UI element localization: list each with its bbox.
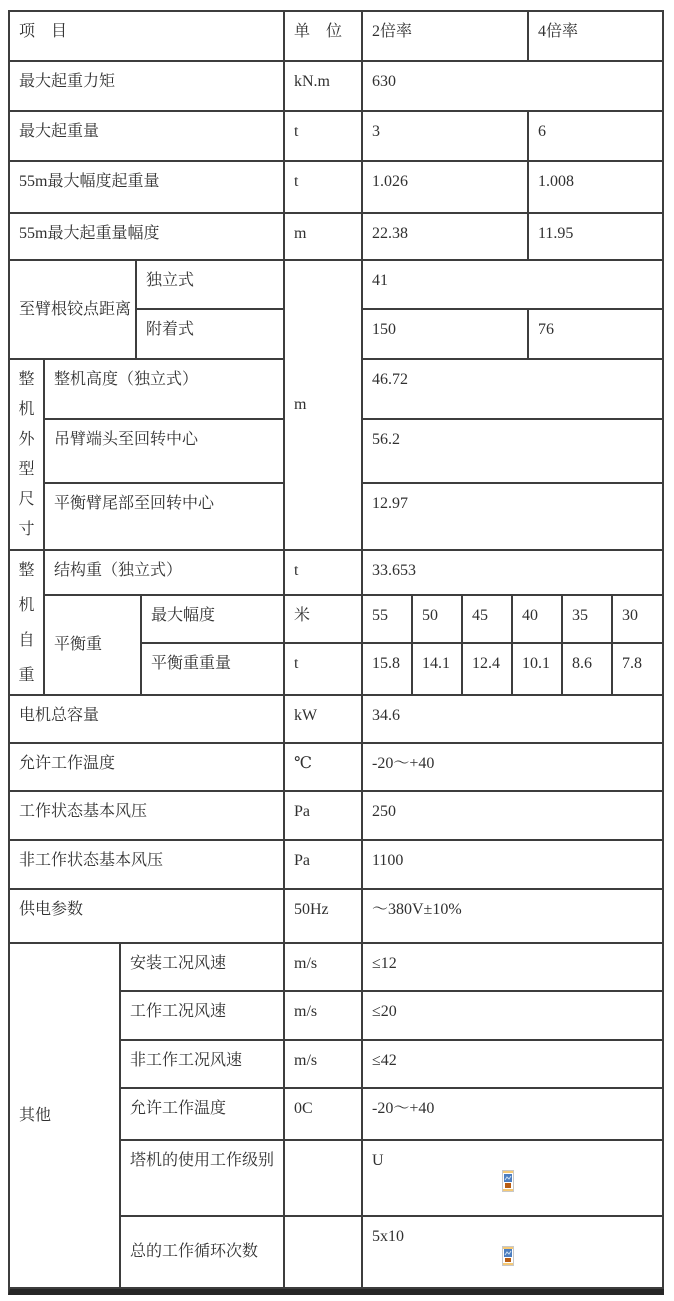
value-radius-50: 50 bbox=[413, 596, 463, 644]
header-unit: 单 位 bbox=[285, 12, 363, 62]
value-max-load-4x: 6 bbox=[529, 112, 664, 162]
header-rate4: 4倍率 bbox=[529, 12, 664, 62]
broken-image-icon bbox=[502, 1170, 658, 1192]
value-freestanding: 41 bbox=[363, 261, 664, 310]
row-label-hinge-distance: 至臂根铰点距离 bbox=[10, 261, 137, 360]
row-label-nonworking-wind: 非工作状态基本风压 bbox=[10, 841, 285, 890]
sub-label-freestanding: 独立式 bbox=[137, 261, 285, 310]
unit-install-wind-speed: m/s bbox=[285, 944, 363, 992]
value-max-load-2x: 3 bbox=[363, 112, 529, 162]
row-label-counterweight: 平衡重 bbox=[45, 596, 142, 696]
unit-nonworking-wind-speed: m/s bbox=[285, 1041, 363, 1089]
group-label-weight-text: 整机自重 bbox=[18, 561, 35, 684]
value-working-wind: 250 bbox=[363, 792, 664, 841]
row-label-work-cycles: 总的工作循环次数 bbox=[121, 1217, 285, 1289]
row-label-power-supply: 供电参数 bbox=[10, 890, 285, 944]
unit-working-temp: ℃ bbox=[285, 744, 363, 792]
unit-other-working-temp: 0C bbox=[285, 1089, 363, 1141]
unit-55m-radius: m bbox=[285, 214, 363, 261]
row-label-max-moment: 最大起重力矩 bbox=[10, 62, 285, 112]
unit-nonworking-wind: Pa bbox=[285, 841, 363, 890]
row-label-working-temp: 允许工作温度 bbox=[10, 744, 285, 792]
value-max-moment: 630 bbox=[363, 62, 664, 112]
unit-max-load: t bbox=[285, 112, 363, 162]
value-power-supply: ～380V±10% bbox=[363, 890, 664, 944]
value-motor-capacity: 34.6 bbox=[363, 696, 664, 744]
value-overall-height: 46.72 bbox=[363, 360, 664, 420]
value-mass-30: 7.8 bbox=[613, 644, 664, 696]
value-mass-55: 15.8 bbox=[363, 644, 413, 696]
group-label-dimensions bbox=[10, 360, 45, 551]
unit-max-moment: kN.m bbox=[285, 62, 363, 112]
value-structure-weight: 33.653 bbox=[363, 551, 664, 596]
value-55m-radius-2x: 22.38 bbox=[363, 214, 529, 261]
value-attached-2x: 150 bbox=[363, 310, 529, 360]
row-label-duty-class: 塔机的使用工作级别 bbox=[121, 1141, 285, 1217]
value-55m-load-2x: 1.026 bbox=[363, 162, 529, 214]
row-label-nonworking-wind-speed: 非工作工况风速 bbox=[121, 1041, 285, 1089]
row-label-55m-load: 55m最大幅度起重量 bbox=[10, 162, 285, 214]
value-mass-45: 12.4 bbox=[463, 644, 513, 696]
broken-image-icon bbox=[502, 1246, 658, 1268]
value-work-cycles: 5x10 bbox=[372, 1228, 404, 1245]
value-duty-class-cell bbox=[363, 1141, 664, 1217]
row-label-motor-capacity: 电机总容量 bbox=[10, 696, 285, 744]
value-other-working-temp: -20～+40 bbox=[363, 1089, 664, 1141]
spec-table bbox=[8, 10, 664, 1295]
row-label-jib-head: 吊臂端头至回转中心 bbox=[45, 420, 285, 484]
row-label-max-load: 最大起重量 bbox=[10, 112, 285, 162]
value-mass-40: 10.1 bbox=[513, 644, 563, 696]
value-mass-50: 14.1 bbox=[413, 644, 463, 696]
value-55m-radius-4x: 11.95 bbox=[529, 214, 664, 261]
unit-working-wind-speed: m/s bbox=[285, 992, 363, 1041]
row-label-structure-weight: 结构重（独立式） bbox=[45, 551, 285, 596]
value-jib-head: 56.2 bbox=[363, 420, 664, 484]
row-label-working-wind-speed: 工作工况风速 bbox=[121, 992, 285, 1041]
header-item: 项 目 bbox=[10, 12, 285, 62]
value-attached-4x: 76 bbox=[529, 310, 664, 360]
sub-label-counterweight-mass: 平衡重重量 bbox=[142, 644, 285, 696]
row-label-working-wind: 工作状态基本风压 bbox=[10, 792, 285, 841]
row-label-overall-height: 整机高度（独立式） bbox=[45, 360, 285, 420]
value-radius-45: 45 bbox=[463, 596, 513, 644]
value-radius-35: 35 bbox=[563, 596, 613, 644]
group-label-others: 其他 bbox=[10, 944, 121, 1289]
value-install-wind-speed: ≤12 bbox=[363, 944, 664, 992]
unit-counterweight-mass: t bbox=[285, 644, 363, 696]
unit-work-cycles-empty bbox=[285, 1217, 363, 1289]
value-counterjib-tail: 12.97 bbox=[363, 484, 664, 551]
value-nonworking-wind: 1100 bbox=[363, 841, 664, 890]
value-working-wind-speed: ≤20 bbox=[363, 992, 664, 1041]
unit-working-wind: Pa bbox=[285, 792, 363, 841]
unit-meters-merged: m bbox=[285, 261, 363, 551]
value-radius-40: 40 bbox=[513, 596, 563, 644]
group-label-dimensions-text: 整机外型尺寸 bbox=[18, 370, 35, 538]
unit-55m-load: t bbox=[285, 162, 363, 214]
value-radius-55: 55 bbox=[363, 596, 413, 644]
header-rate2: 2倍率 bbox=[363, 12, 529, 62]
sub-label-attached: 附着式 bbox=[137, 310, 285, 360]
sub-label-max-radius: 最大幅度 bbox=[142, 596, 285, 644]
value-55m-load-4x: 1.008 bbox=[529, 162, 664, 214]
value-duty-class: U bbox=[372, 1152, 384, 1169]
value-radius-30: 30 bbox=[613, 596, 664, 644]
group-label-weight bbox=[10, 551, 45, 696]
unit-max-radius: 米 bbox=[285, 596, 363, 644]
unit-power-supply: 50Hz bbox=[285, 890, 363, 944]
row-label-other-working-temp: 允许工作温度 bbox=[121, 1089, 285, 1141]
value-nonworking-wind-speed: ≤42 bbox=[363, 1041, 664, 1089]
value-mass-35: 8.6 bbox=[563, 644, 613, 696]
unit-duty-class-empty bbox=[285, 1141, 363, 1217]
row-label-55m-radius: 55m最大起重量幅度 bbox=[10, 214, 285, 261]
row-label-counterjib-tail: 平衡臂尾部至回转中心 bbox=[45, 484, 285, 551]
value-work-cycles-cell bbox=[363, 1217, 664, 1289]
unit-structure-weight: t bbox=[285, 551, 363, 596]
unit-motor-capacity: kW bbox=[285, 696, 363, 744]
value-working-temp: -20～+40 bbox=[363, 744, 664, 792]
row-label-install-wind-speed: 安装工况风速 bbox=[121, 944, 285, 992]
